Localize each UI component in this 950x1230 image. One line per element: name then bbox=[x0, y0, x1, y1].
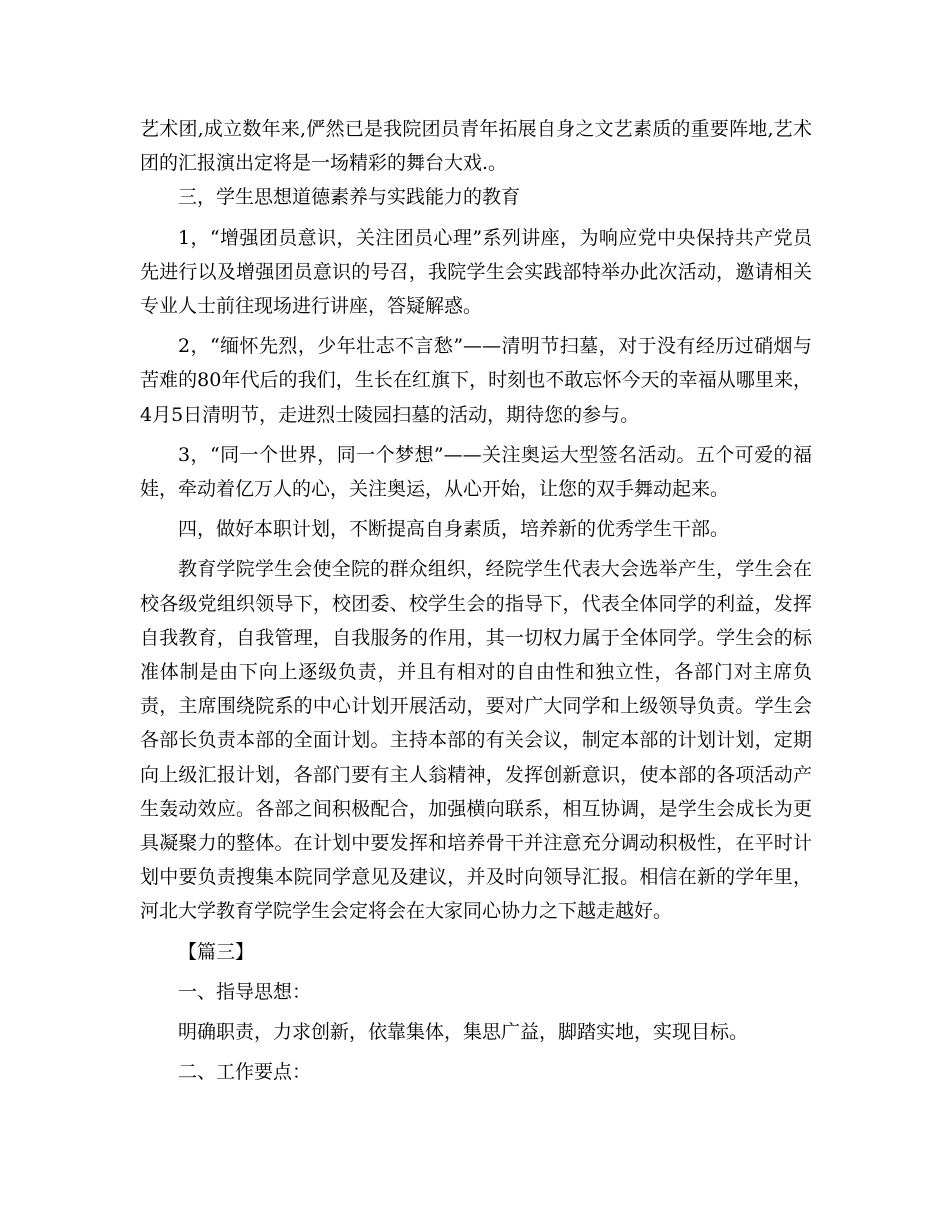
paragraph-art-troupe: 艺术团,成立数年来,俨然已是我院团员青年拓展自身之文艺素质的重要阵地,艺术团的汇报演出定将是一场精彩的舞台大戏.。 bbox=[140, 118, 812, 175]
section-heading-guiding-ideology: 一、指导思想： bbox=[178, 980, 312, 1003]
section-heading-job-plan: 四，做好本职计划，不断提高自身素质，培养新的优秀学生干部。 bbox=[178, 518, 730, 541]
paragraph-qingming-tomb-sweeping: 2，“缅怀先烈，少年壮志不言愁”——清明节扫墓，对于没有经历过硝烟与苦难的80年代后的我们，生长在红旗下，时刻也不敢忘怀今天的幸福从哪里来，4月5日清明节，走进烈士陵园扫墓的活动，期待您的参与。 bbox=[140, 335, 812, 426]
chapter-heading-part-three: 【篇三】 bbox=[178, 940, 255, 963]
document-body bbox=[140, 112, 812, 1095]
paragraph-olympic-signature: 3，“同一个世界，同一个梦想”——关注奥运大型签名活动。五个可爱的福娃，牵动着亿万人的心，关注奥运，从心开始，让您的双手舞动起来。 bbox=[140, 443, 812, 501]
section-heading-moral-education: 三，学生思想道德素养与实践能力的教育 bbox=[178, 186, 521, 209]
paragraph-lecture-series: 1，“增强团员意识，关注团员心理”系列讲座，为响应党中央保持共产党员先进行以及增强团员意识的号召，我院学生会实践部特举办此次活动，邀请相关专业人士前往现场进行讲座，答疑解惑。 bbox=[140, 226, 812, 318]
paragraph-guiding-principles: 明确职责，力求创新，依靠集体，集思广益，脚踏实地，实现目标。 bbox=[178, 1021, 749, 1044]
section-heading-work-points: 二、工作要点： bbox=[178, 1061, 312, 1084]
paragraph-student-union-description: 教育学院学生会使全院的群众组织，经院学生代表大会选举产生，学生会在校各级党组织领导下，校团委、校学生会的指导下，代表全体同学的利益，发挥自我教育，自我管理，自我服务的作用，其一切权力属于全体同学。学生会的标准体制是由下向上逐级负责，并且有相对的自由性和独立性，各部门对主席负责，主席围绕院系的中心计划开展活动，要对广大同学和上级领导负责。学生会各部长负责本部的全面计划。主持本部的有关会议，制定本部的计划计划，定期向上级汇报计划，各部门要有主人翁精神，发挥创新意识，使本部的各项活动产生轰动效应。各部之间积极配合，加强横向联系，相互协调，是学生会成长为更具凝聚力的整体。在计划中要发挥和培养骨干并注意充分调动积极性，在平时计划中要负责搜集本院同学意见及建议，并及时向领导汇报。相信在新的学年里，河北大学教育学院学生会定将会在大家同心协力之下越走越好。 bbox=[140, 558, 812, 923]
